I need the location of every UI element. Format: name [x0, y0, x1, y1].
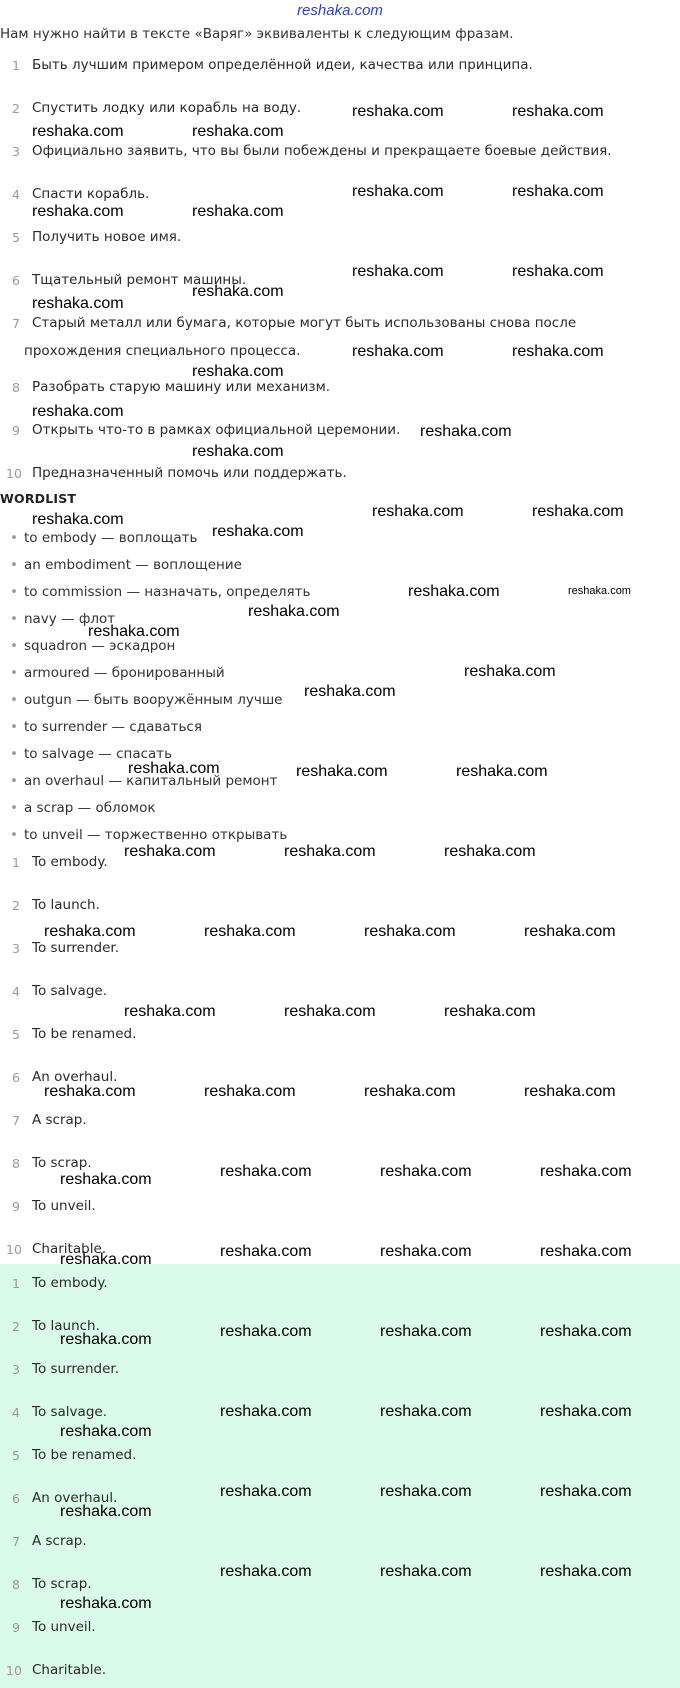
site-link[interactable]: reshaka.com — [297, 2, 383, 19]
watermark: reshaka.com — [60, 1423, 152, 1440]
watermark: reshaka.com — [352, 103, 444, 120]
watermark: reshaka.com — [60, 1171, 152, 1188]
watermark: reshaka.com — [128, 760, 220, 777]
list-item: • to salvage — спасать — [10, 746, 173, 762]
watermark: reshaka.com — [32, 295, 124, 312]
watermark: reshaka.com — [380, 1483, 472, 1500]
watermark: reshaka.com — [60, 1251, 152, 1268]
watermark: reshaka.com — [220, 1563, 312, 1580]
watermark: reshaka.com — [512, 343, 604, 360]
bullet-icon: • — [10, 557, 18, 573]
watermark: reshaka.com — [32, 203, 124, 220]
list-item: • squadron — эскадрон — [10, 638, 176, 654]
bullet-icon: • — [10, 773, 18, 789]
watermark: reshaka.com — [352, 263, 444, 280]
bullet-icon: • — [10, 530, 18, 546]
watermark: reshaka.com — [540, 1563, 632, 1580]
watermark: reshaka.com — [540, 1163, 632, 1180]
watermark: reshaka.com — [540, 1483, 632, 1500]
watermark: reshaka.com — [44, 923, 136, 940]
watermark: reshaka.com — [220, 1403, 312, 1420]
bullet-icon: • — [10, 692, 18, 708]
watermark: reshaka.com — [60, 1331, 152, 1348]
watermark: reshaka.com — [456, 763, 548, 780]
watermark: reshaka.com — [220, 1163, 312, 1180]
list-item: • an overhaul — капитальный ремонт — [10, 773, 278, 789]
bullet-icon: • — [10, 827, 18, 843]
watermark: reshaka.com — [32, 403, 124, 420]
watermark: reshaka.com — [296, 763, 388, 780]
watermark: reshaka.com — [464, 663, 556, 680]
watermark: reshaka.com — [124, 1003, 216, 1020]
bullet-icon: • — [10, 665, 18, 681]
list-item: • navy — флот — [10, 611, 116, 627]
list-item: • to surrender — сдаваться — [10, 719, 202, 735]
watermark: reshaka.com — [512, 103, 604, 120]
watermark: reshaka.com — [220, 1323, 312, 1340]
watermark: reshaka.com — [444, 843, 536, 860]
watermark: reshaka.com — [32, 511, 124, 528]
watermark: reshaka.com — [204, 923, 296, 940]
watermark: reshaka.com — [204, 1083, 296, 1100]
watermark: reshaka.com — [284, 1003, 376, 1020]
watermark: reshaka.com — [568, 585, 631, 597]
watermark: reshaka.com — [352, 343, 444, 360]
watermark: reshaka.com — [540, 1403, 632, 1420]
list-item: • to embody — воплощать — [10, 530, 198, 546]
bullet-icon: • — [10, 746, 18, 762]
watermark: reshaka.com — [364, 1083, 456, 1100]
bullet-icon: • — [10, 584, 18, 600]
wordlist-title: WORDLIST — [0, 491, 77, 506]
watermark: reshaka.com — [408, 583, 500, 600]
watermark: reshaka.com — [124, 843, 216, 860]
bullet-icon: • — [10, 719, 18, 735]
list-item: • a scrap — обломок — [10, 800, 156, 816]
watermark: reshaka.com — [352, 183, 444, 200]
watermark: reshaka.com — [512, 263, 604, 280]
bullet-icon: • — [10, 611, 18, 627]
list-item: • to unveil — торжественно открывать — [10, 827, 288, 843]
watermark: reshaka.com — [380, 1323, 472, 1340]
watermark: reshaka.com — [532, 503, 624, 520]
watermark: reshaka.com — [380, 1243, 472, 1260]
watermark: reshaka.com — [44, 1083, 136, 1100]
list-item: • to commission — назначать, определять — [10, 584, 311, 600]
watermark: reshaka.com — [372, 503, 464, 520]
watermark: reshaka.com — [60, 1503, 152, 1520]
watermark: reshaka.com — [540, 1243, 632, 1260]
watermark: reshaka.com — [380, 1563, 472, 1580]
list-item: • an embodiment — воплощение — [10, 557, 242, 573]
watermark: reshaka.com — [220, 1243, 312, 1260]
watermark: reshaka.com — [212, 523, 304, 540]
watermark: reshaka.com — [220, 1483, 312, 1500]
intro-text: Нам нужно найти в тексте «Варяг» эквиваленты к следующим фразам. — [0, 26, 514, 42]
watermark: reshaka.com — [364, 923, 456, 940]
watermark: reshaka.com — [284, 843, 376, 860]
watermark: reshaka.com — [420, 423, 512, 440]
watermark: reshaka.com — [192, 443, 284, 460]
watermark: reshaka.com — [192, 363, 284, 380]
bullet-icon: • — [10, 800, 18, 816]
watermark: reshaka.com — [60, 1595, 152, 1612]
watermark: reshaka.com — [192, 203, 284, 220]
watermark: reshaka.com — [192, 283, 284, 300]
watermark: reshaka.com — [88, 623, 180, 640]
watermark: reshaka.com — [524, 923, 616, 940]
watermark: reshaka.com — [380, 1403, 472, 1420]
list-item: • armoured — бронированный — [10, 665, 225, 681]
watermark: reshaka.com — [304, 683, 396, 700]
watermark: reshaka.com — [248, 603, 340, 620]
bullet-icon: • — [10, 638, 18, 654]
list-item: • outgun — быть вооружённым лучше — [10, 692, 283, 708]
watermark: reshaka.com — [444, 1003, 536, 1020]
watermark: reshaka.com — [540, 1323, 632, 1340]
watermark: reshaka.com — [380, 1163, 472, 1180]
watermark: reshaka.com — [524, 1083, 616, 1100]
watermark: reshaka.com — [32, 123, 124, 140]
watermark: reshaka.com — [192, 123, 284, 140]
watermark: reshaka.com — [512, 183, 604, 200]
